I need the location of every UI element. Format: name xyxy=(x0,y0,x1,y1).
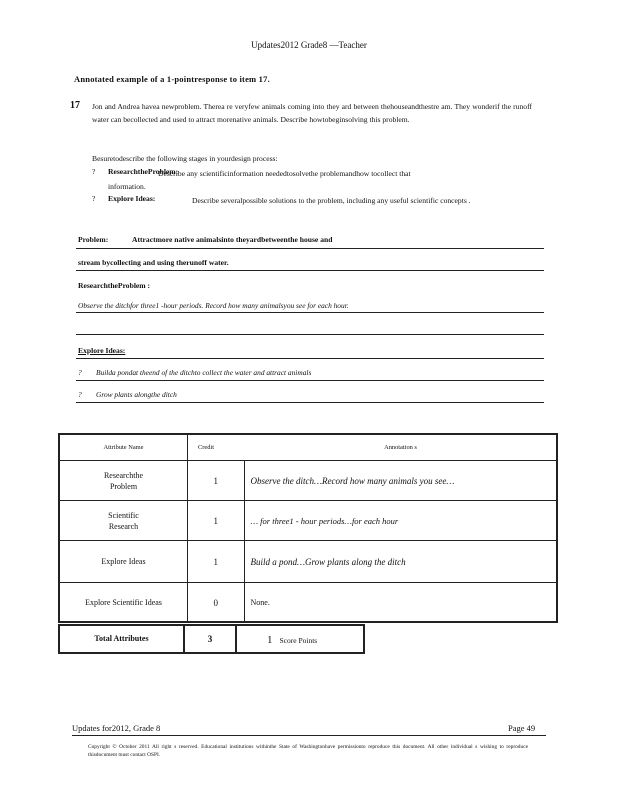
problem-label: Problem: xyxy=(78,235,109,244)
attribute-name: Explore Ideas xyxy=(60,541,188,583)
credit-value: 1 xyxy=(188,461,245,501)
scoring-table xyxy=(59,434,558,623)
header-credit: Credit xyxy=(188,435,245,461)
rule-line xyxy=(76,402,544,403)
credit-value: 0 xyxy=(188,583,245,623)
header-annotations: Annotation s xyxy=(244,435,558,461)
bullet-label-explore: Explore Ideas: xyxy=(108,194,156,203)
question-text: Jon and Andrea havea newproblem. Therea re veryfew animals coming into they ard between thehouseandthestre am. They wonderif the runoff water can becollected and used to attract morenative animals. Describe howtobeginsolving this problem. xyxy=(92,102,532,124)
total-label: Total Attributes xyxy=(94,634,149,643)
attribute-name: Scientific Research xyxy=(60,501,188,541)
bullet-marker: ? xyxy=(92,167,96,176)
bullet-text-explore: Describe severalpossible solutions to the problem, including any useful scientific concepts . xyxy=(192,196,471,205)
problem-line-2: stream bycollecting and using therunoff water. xyxy=(78,258,229,267)
annotation-text: None. xyxy=(244,583,558,623)
question-number: 17 xyxy=(70,100,80,111)
research-label: ResearchtheProblem : xyxy=(78,281,151,290)
bullet-marker: ? xyxy=(92,194,96,203)
credit-value: 1 xyxy=(188,541,245,583)
explore-marker: ? xyxy=(78,368,82,377)
rule-line xyxy=(76,248,544,249)
annotation-text: … for three1 - hour periods…for each hour xyxy=(244,501,558,541)
rule-line xyxy=(76,270,544,271)
explore-answer-2: Grow plants alongthe ditch xyxy=(96,390,177,399)
rule-line xyxy=(76,358,544,359)
total-value-cell xyxy=(183,624,237,654)
bullet-label-research: ResearchtheProblem: xyxy=(108,167,179,176)
explore-marker: ? xyxy=(78,390,82,399)
header-attribute-name: Attribute Name xyxy=(60,435,188,461)
total-label-cell xyxy=(58,624,185,654)
rule-line xyxy=(76,312,544,313)
score-points-cell xyxy=(235,624,365,654)
footer-rule xyxy=(72,735,546,736)
footer-copyright: Copyright © October 2011 All right s reserved. Educational institutions withinthe State of Washingtonhave permissionto reproduce this document. All other individual s wishing to reproduce thisdocument must contact OSPI. xyxy=(88,744,528,758)
rule-line xyxy=(76,334,544,335)
score-number: 1 xyxy=(267,634,273,646)
section-subtitle: Annotated example of a 1-pointresponse to item 17. xyxy=(74,74,270,84)
research-answer: Observe the ditchfor three1 -hour periods. Record how many animalsyou see for each hour. xyxy=(78,301,349,310)
credit-value: 1 xyxy=(188,501,245,541)
explore-label: Explore Ideas: xyxy=(78,346,126,355)
attribute-name: Researchthe Problem xyxy=(60,461,188,501)
question-intro: Besuretodescribe the following stages in yourdesign process: xyxy=(92,154,278,163)
score-label: Score Points xyxy=(279,636,318,645)
page-header: Updates2012 Grade8 —Teacher xyxy=(251,40,367,50)
footer-page-number: Page 49 xyxy=(508,723,536,733)
attribute-name: Explore Scientific Ideas xyxy=(60,583,188,623)
total-value: 3 xyxy=(207,634,213,644)
problem-line-1: Attractmore native animalsinto theyardbetweenthe house and xyxy=(132,235,333,244)
bullet-text-research: Describe any scientificinformation neededtosolvethe problemandhow tocollect that information. xyxy=(108,169,411,191)
annotation-text: Build a pond…Grow plants along the ditch xyxy=(244,541,558,583)
annotation-text: Observe the ditch…Record how many animals you see… xyxy=(244,461,558,501)
footer-left: Updates for2012, Grade 8 xyxy=(72,723,161,733)
explore-answer-1: Builda pondat theend of the ditchto collect the water and attract animals xyxy=(96,368,312,377)
rule-line xyxy=(76,380,544,381)
